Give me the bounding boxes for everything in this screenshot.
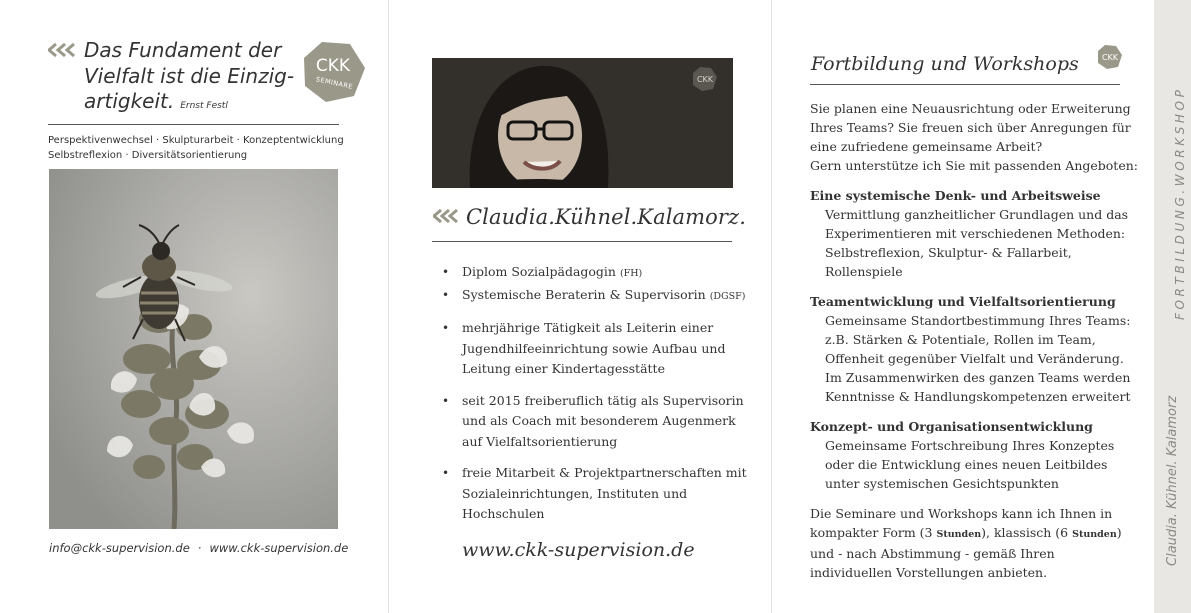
panel-right xyxy=(773,0,1154,613)
bee-flower-illustration xyxy=(49,169,338,529)
divider xyxy=(48,124,339,125)
offer-section xyxy=(810,186,1150,281)
offer-section xyxy=(810,292,1150,406)
qualification-list xyxy=(441,262,751,525)
bee-on-lavender-photo xyxy=(49,169,338,529)
divider xyxy=(810,84,1120,85)
ckk-logo-small-text: CKK xyxy=(1101,53,1119,62)
offer-line: Selbstreflexion, Skulptur- & Fallarbeit, Rollenspiele xyxy=(825,245,1072,279)
quote-line: Vielfalt ist die Einzig- xyxy=(84,63,295,88)
offer-heading: Konzept- und Organisationsentwicklung xyxy=(810,419,1093,434)
list-item-suffix: (DGSF) xyxy=(709,290,746,302)
offer-line: Experimentieren mit verschiedenen Methoden: xyxy=(825,226,1126,241)
offer-line: Gemeinsame Standortbestimmung Ihres Teams: xyxy=(825,313,1131,328)
closing-text: ), klassisch (6 xyxy=(981,525,1073,540)
spine-name: Claudia. Kühnel. Kalamorz xyxy=(1165,395,1180,566)
motto-quote xyxy=(84,38,299,120)
duration-unit: Stunden xyxy=(936,529,982,540)
offer-line: Offenheit gegenüber Vielfalt und Veränderung. xyxy=(825,351,1124,366)
list-item-text: seit 2015 freiberuflich tätig als Supervisorin und als Coach mit besonderem Augenmerk auf Vielfaltsorientierung xyxy=(462,392,744,449)
quote-line: Das Fundament der xyxy=(84,38,282,62)
portrait-illustration xyxy=(432,58,733,188)
offer-line: Vermittlung ganzheitlicher Grundlagen und das xyxy=(825,207,1129,222)
intro-line: Sie planen eine Neuausrichtung oder Erweiterung xyxy=(810,101,1131,116)
closing-line: individuellen Vorstellungen anbieten. xyxy=(810,565,1048,580)
list-item-suffix: (FH) xyxy=(619,268,643,279)
offer-heading: Eine systemische Denk- und Arbeitsweise xyxy=(810,188,1101,203)
closing-paragraph xyxy=(810,504,1150,582)
person-name: Claudia.Kühnel.Kalamorz. xyxy=(466,205,746,229)
website-link[interactable]: www.ckk-supervision.de xyxy=(462,539,695,561)
list-item xyxy=(441,463,751,525)
ckk-logo xyxy=(302,40,366,104)
offer-line: Gemeinsame Fortschreibung Ihres Konzeptes xyxy=(825,438,1115,453)
list-item-text: Systemische Beraterin & Supervisorin xyxy=(462,286,706,302)
keywords-line: Perspektivenwechsel · Skulpturarbeit · Konzeptentwicklung xyxy=(48,135,344,146)
duration-unit: Stunden xyxy=(1072,529,1117,540)
offer-line: z.B. Stärken & Potentiale, Rollen im Team, xyxy=(825,332,1096,347)
ckk-logo-text: CKK xyxy=(315,56,351,76)
intro-line: eine zufriedene gemeinsame Arbeit? xyxy=(810,139,1043,154)
offer-line: Kenntnisse & Handlungskompetenzen erweitert xyxy=(825,389,1131,404)
fold-line-2 xyxy=(771,0,772,613)
offer-line: oder die Entwicklung eines neuen Leitbildes xyxy=(825,457,1108,472)
ckk-logo-small xyxy=(692,66,718,92)
closing-text: kompakter Form (3 xyxy=(810,525,937,540)
list-item-text: mehrjährige Tätigkeit als Leiterin einer Jugendhilfeeinrichtung sowie Aufbau und Leitung einer Kindertagesstätte xyxy=(462,320,726,376)
quote-line: artigkeit. xyxy=(84,89,175,113)
separator: · xyxy=(197,541,202,555)
offer-line: unter systemischen Gesichtspunkten xyxy=(825,476,1059,491)
ckk-logo-subtext: SEMINARE xyxy=(315,75,354,91)
ckk-logo-small xyxy=(1097,44,1123,70)
ckk-logo-small-text: CKK xyxy=(696,75,714,84)
email-link[interactable]: info@ckk-supervision.de xyxy=(49,541,190,555)
section-title: Fortbildung und Workshops xyxy=(811,53,1079,75)
panel-left xyxy=(0,0,388,613)
offer-line: Im Zusammenwirken des ganzen Teams werden xyxy=(825,370,1131,385)
list-item xyxy=(441,391,751,453)
chevrons-icon xyxy=(433,209,461,223)
list-item xyxy=(441,285,751,308)
list-item-text: Diplom Sozialpädagogin xyxy=(462,264,616,279)
panel-middle xyxy=(389,0,771,613)
workshop-description xyxy=(810,99,1150,582)
closing-line xyxy=(810,523,1150,544)
keywords xyxy=(48,133,348,163)
spine-title: FORTBILDUNG.WORKSHOP xyxy=(1173,86,1187,320)
offer-heading: Teamentwicklung und Vielfaltsorientierung xyxy=(810,294,1116,309)
chevrons-icon xyxy=(48,43,78,57)
closing-line: Die Seminare und Workshops kann ich Ihnen in xyxy=(810,506,1113,521)
closing-line: und - nach Abstimmung - gemäß Ihren xyxy=(810,546,1055,561)
quote-author: Ernst Festl xyxy=(180,101,228,111)
contact-line xyxy=(49,541,349,555)
closing-text: ) xyxy=(1116,525,1122,540)
list-item xyxy=(441,262,751,285)
quote-line-last xyxy=(84,89,299,120)
portrait-photo xyxy=(432,58,733,188)
website-link[interactable]: www.ckk-supervision.de xyxy=(209,541,349,555)
divider xyxy=(432,241,732,242)
spine xyxy=(1154,0,1191,613)
list-item xyxy=(441,318,751,380)
offer-section xyxy=(810,417,1150,493)
list-item-text: freie Mitarbeit & Projektpartnerschaften mit Sozialeinrichtungen, Instituten und Hochschulen xyxy=(462,465,747,521)
intro-line: Ihres Teams? Sie freuen sich über Anregungen für xyxy=(810,120,1131,135)
intro-line: Gern unterstütze ich Sie mit passenden Angeboten: xyxy=(810,158,1138,173)
keywords-line: Selbstreflexion · Diversitätsorientierung xyxy=(48,150,248,161)
